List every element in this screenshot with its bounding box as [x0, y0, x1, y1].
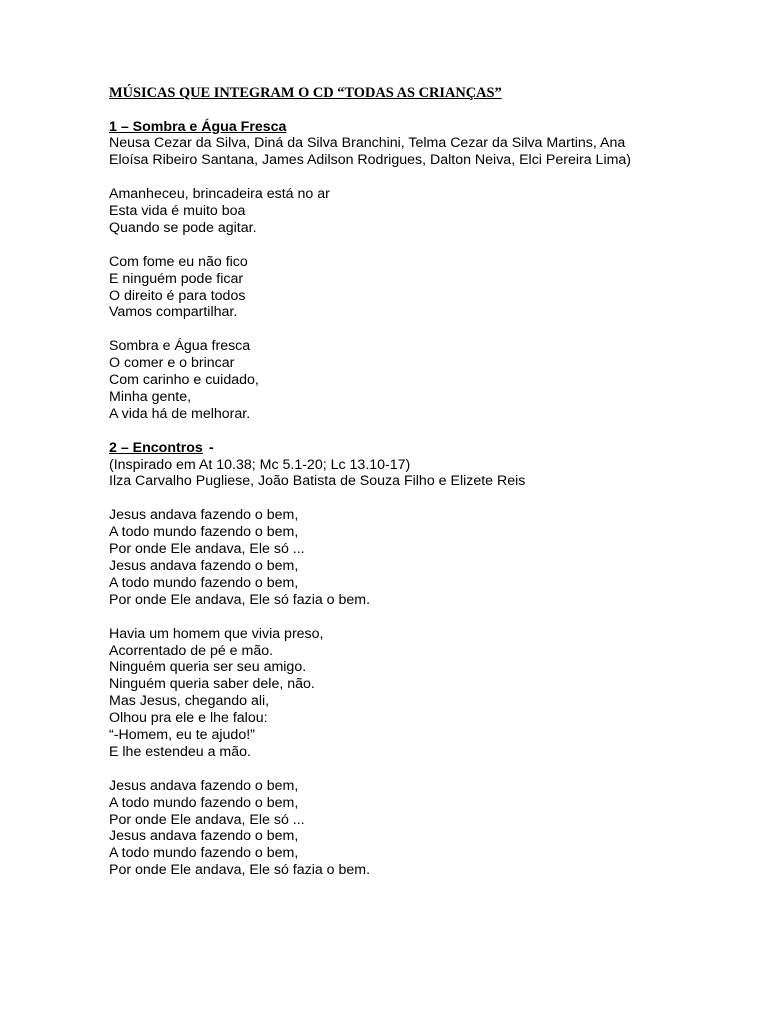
lyric-line: Por onde Ele andava, Ele só ... — [109, 811, 305, 828]
song-2 — [109, 440, 709, 880]
song-title-suffix: - — [208, 439, 214, 456]
lyric-line: Jesus andava fazendo o bem, — [109, 777, 299, 794]
stanza — [109, 626, 709, 761]
lyric-line: A todo mundo fazendo o bem, — [109, 574, 299, 591]
lyric-line: Minha gente, — [109, 388, 192, 405]
song-title-text: 1 – Sombra e Água Fresca — [109, 118, 287, 135]
song-1 — [109, 119, 709, 423]
lyric-line: Por onde Ele andava, Ele só ... — [109, 541, 305, 558]
song-credits: Neusa Cezar da Silva, Diná da Silva Branchini, Telma Cezar da Silva Martins, Ana Eloísa Ribeiro Santana, James Adilson Rodrigues, Dalton Neiva, Elci Pereira Lima) — [109, 135, 632, 169]
lyric-line: A todo mundo fazendo o bem, — [109, 524, 299, 541]
stanza — [109, 338, 709, 423]
lyric-line: Sombra e Água fresca — [109, 338, 251, 355]
lyric-line: Olhou pra ele e lhe falou: — [109, 710, 268, 727]
lyric-line: E lhe estendeu a mão. — [109, 743, 251, 760]
lyric-line: Mas Jesus, chegando ali, — [109, 693, 270, 710]
document-title: MÚSICAS QUE INTEGRAM O CD “TODAS AS CRIANÇAS” — [109, 85, 502, 101]
stanza — [109, 254, 709, 322]
lyric-line: Jesus andava fazendo o bem, — [109, 557, 299, 574]
lyric-line: Com carinho e cuidado, — [109, 372, 259, 389]
lyric-line: A todo mundo fazendo o bem, — [109, 794, 299, 811]
lyric-line: Amanheceu, brincadeira está no ar — [109, 186, 330, 203]
lyric-line: O comer e o brincar — [109, 355, 235, 372]
stanza — [109, 507, 709, 608]
lyric-line: Ninguém queria ser seu amigo. — [109, 659, 307, 676]
lyric-line: A todo mundo fazendo o bem, — [109, 845, 299, 862]
lyric-line: Acorrentado de pé e mão. — [109, 642, 274, 659]
document-page — [109, 85, 709, 896]
lyric-line: E ninguém pode ficar — [109, 270, 244, 287]
lyric-line: Jesus andava fazendo o bem, — [109, 828, 299, 845]
lyric-line: O direito é para todos — [109, 287, 246, 304]
lyric-line: Quando se pode agitar. — [109, 219, 257, 236]
stanza — [109, 778, 709, 879]
lyric-line: Esta vida é muito boa — [109, 203, 246, 220]
stanza — [109, 186, 709, 237]
song-title — [109, 119, 709, 136]
lyric-line: Com fome eu não fico — [109, 253, 248, 270]
lyric-line: Por onde Ele andava, Ele só fazia o bem. — [109, 862, 371, 879]
lyric-line: “-Homem, eu te ajudo!” — [109, 727, 255, 744]
song-reference: (Inspirado em At 10.38; Mc 5.1-20; Lc 13.10-17) — [109, 456, 411, 473]
lyric-line: A vida há de melhorar. — [109, 405, 251, 422]
lyric-line: Por onde Ele andava, Ele só fazia o bem. — [109, 591, 371, 608]
lyric-line: Havia um homem que vivia preso, — [109, 625, 324, 642]
lyric-line: Jesus andava fazendo o bem, — [109, 507, 299, 524]
song-credits: Ilza Carvalho Pugliese, João Batista de Souza Filho e Elizete Reis — [109, 473, 526, 490]
lyric-line: Ninguém queria saber dele, não. — [109, 676, 315, 693]
song-title — [109, 440, 709, 457]
song-title-text: 2 – Encontros — [109, 439, 203, 456]
lyric-line: Vamos compartilhar. — [109, 304, 238, 321]
